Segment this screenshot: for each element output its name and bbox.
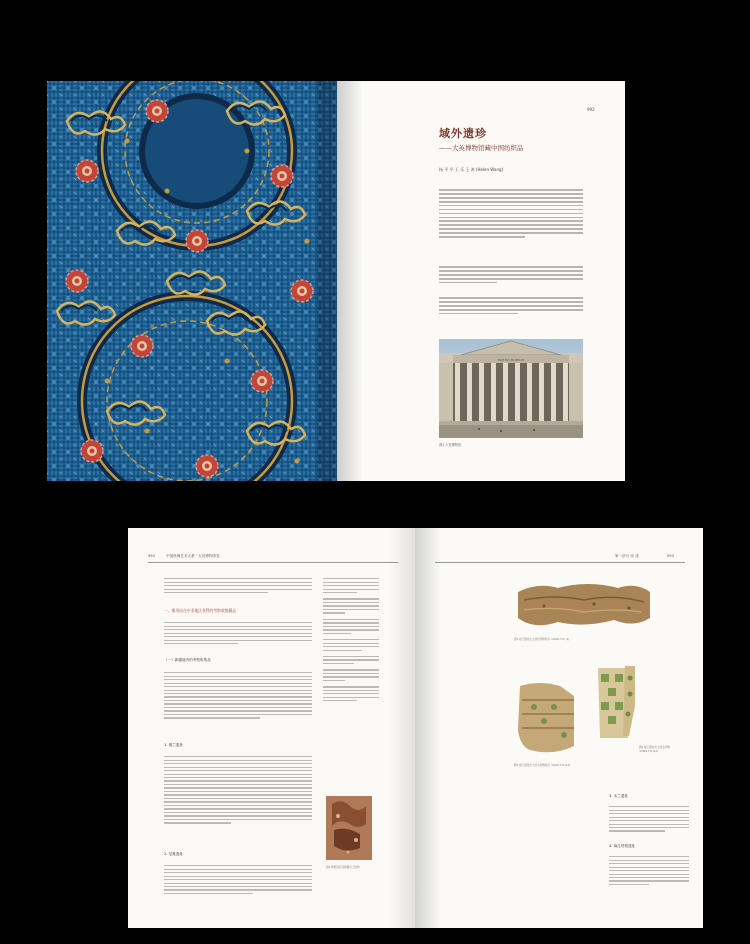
footnote-column	[323, 576, 379, 704]
subsection-heading: 1. 楼兰遗址	[164, 743, 183, 747]
figure-caption: 图1 大英博物馆	[439, 443, 462, 447]
page-number: 993	[667, 554, 674, 558]
subsection-heading: 3. 米兰遗址	[609, 794, 628, 798]
running-head: 第一部分 综 述	[615, 554, 639, 558]
text-column	[609, 854, 689, 887]
brocade-textile-image	[47, 81, 337, 481]
text-column	[164, 620, 312, 646]
figure-caption: 图3 楼兰遗址出土的丝织物残片 ①MAS.711 (2)	[514, 638, 570, 641]
wool-fragment-photo	[514, 680, 586, 758]
left-text-page	[128, 528, 415, 928]
subsection-heading: （一）新疆境内的考察收集品	[164, 658, 211, 662]
header-rule	[148, 562, 398, 563]
article-authors: 杨 平 平 王 乐 王 鸿 (Helen Wang)	[439, 167, 504, 172]
book-spread-bottom	[128, 528, 703, 928]
text-column	[609, 804, 689, 834]
page-fold-shadow	[389, 528, 415, 928]
text-column	[164, 863, 312, 896]
body-text-block	[439, 187, 583, 240]
british-museum-photo	[439, 339, 583, 438]
museum-inscription: BRITISH MUSEUM	[497, 358, 525, 362]
body-text-block	[439, 264, 583, 286]
section-heading: 一、斯坦因在中亚地区获得的考察收集藏品	[164, 608, 237, 613]
page-fold-shadow	[415, 528, 441, 928]
figure-caption: 图4 楼兰遗址出土的毛织物 ①MAS.711(12)	[639, 746, 671, 753]
header-rule	[435, 562, 685, 563]
figure-caption: 图5 楼兰遗址出土的毛织物残片 ①MAS.711(12)	[514, 764, 571, 767]
subsection-heading: 2. 尼雅遗址	[164, 852, 183, 856]
book-spread-top	[47, 81, 625, 481]
article-subtitle: ——大英博物馆藏中国纺织品	[439, 144, 524, 152]
running-head: 中国丝绸艺术大系 · 大英博物馆卷	[166, 554, 220, 558]
wool-textile-photo	[595, 664, 637, 742]
textile-fragment-photo	[326, 796, 372, 860]
text-column	[164, 754, 312, 826]
text-column	[514, 768, 598, 774]
article-title: 域外遗珍	[439, 127, 487, 140]
body-text-block	[439, 295, 583, 317]
silk-strip-photo	[514, 578, 654, 632]
page-fold-shadow	[337, 81, 363, 481]
right-text-page	[415, 528, 703, 928]
article-opening-page	[337, 81, 625, 481]
text-column	[164, 576, 312, 596]
page-number: 992	[587, 107, 595, 112]
subsection-heading: 4. 麻扎塔格遗址	[609, 844, 636, 848]
figure-caption: 图2 斯坦因所获新疆出土织物	[326, 866, 360, 869]
text-column	[164, 670, 312, 721]
page-number: 994	[148, 554, 155, 558]
